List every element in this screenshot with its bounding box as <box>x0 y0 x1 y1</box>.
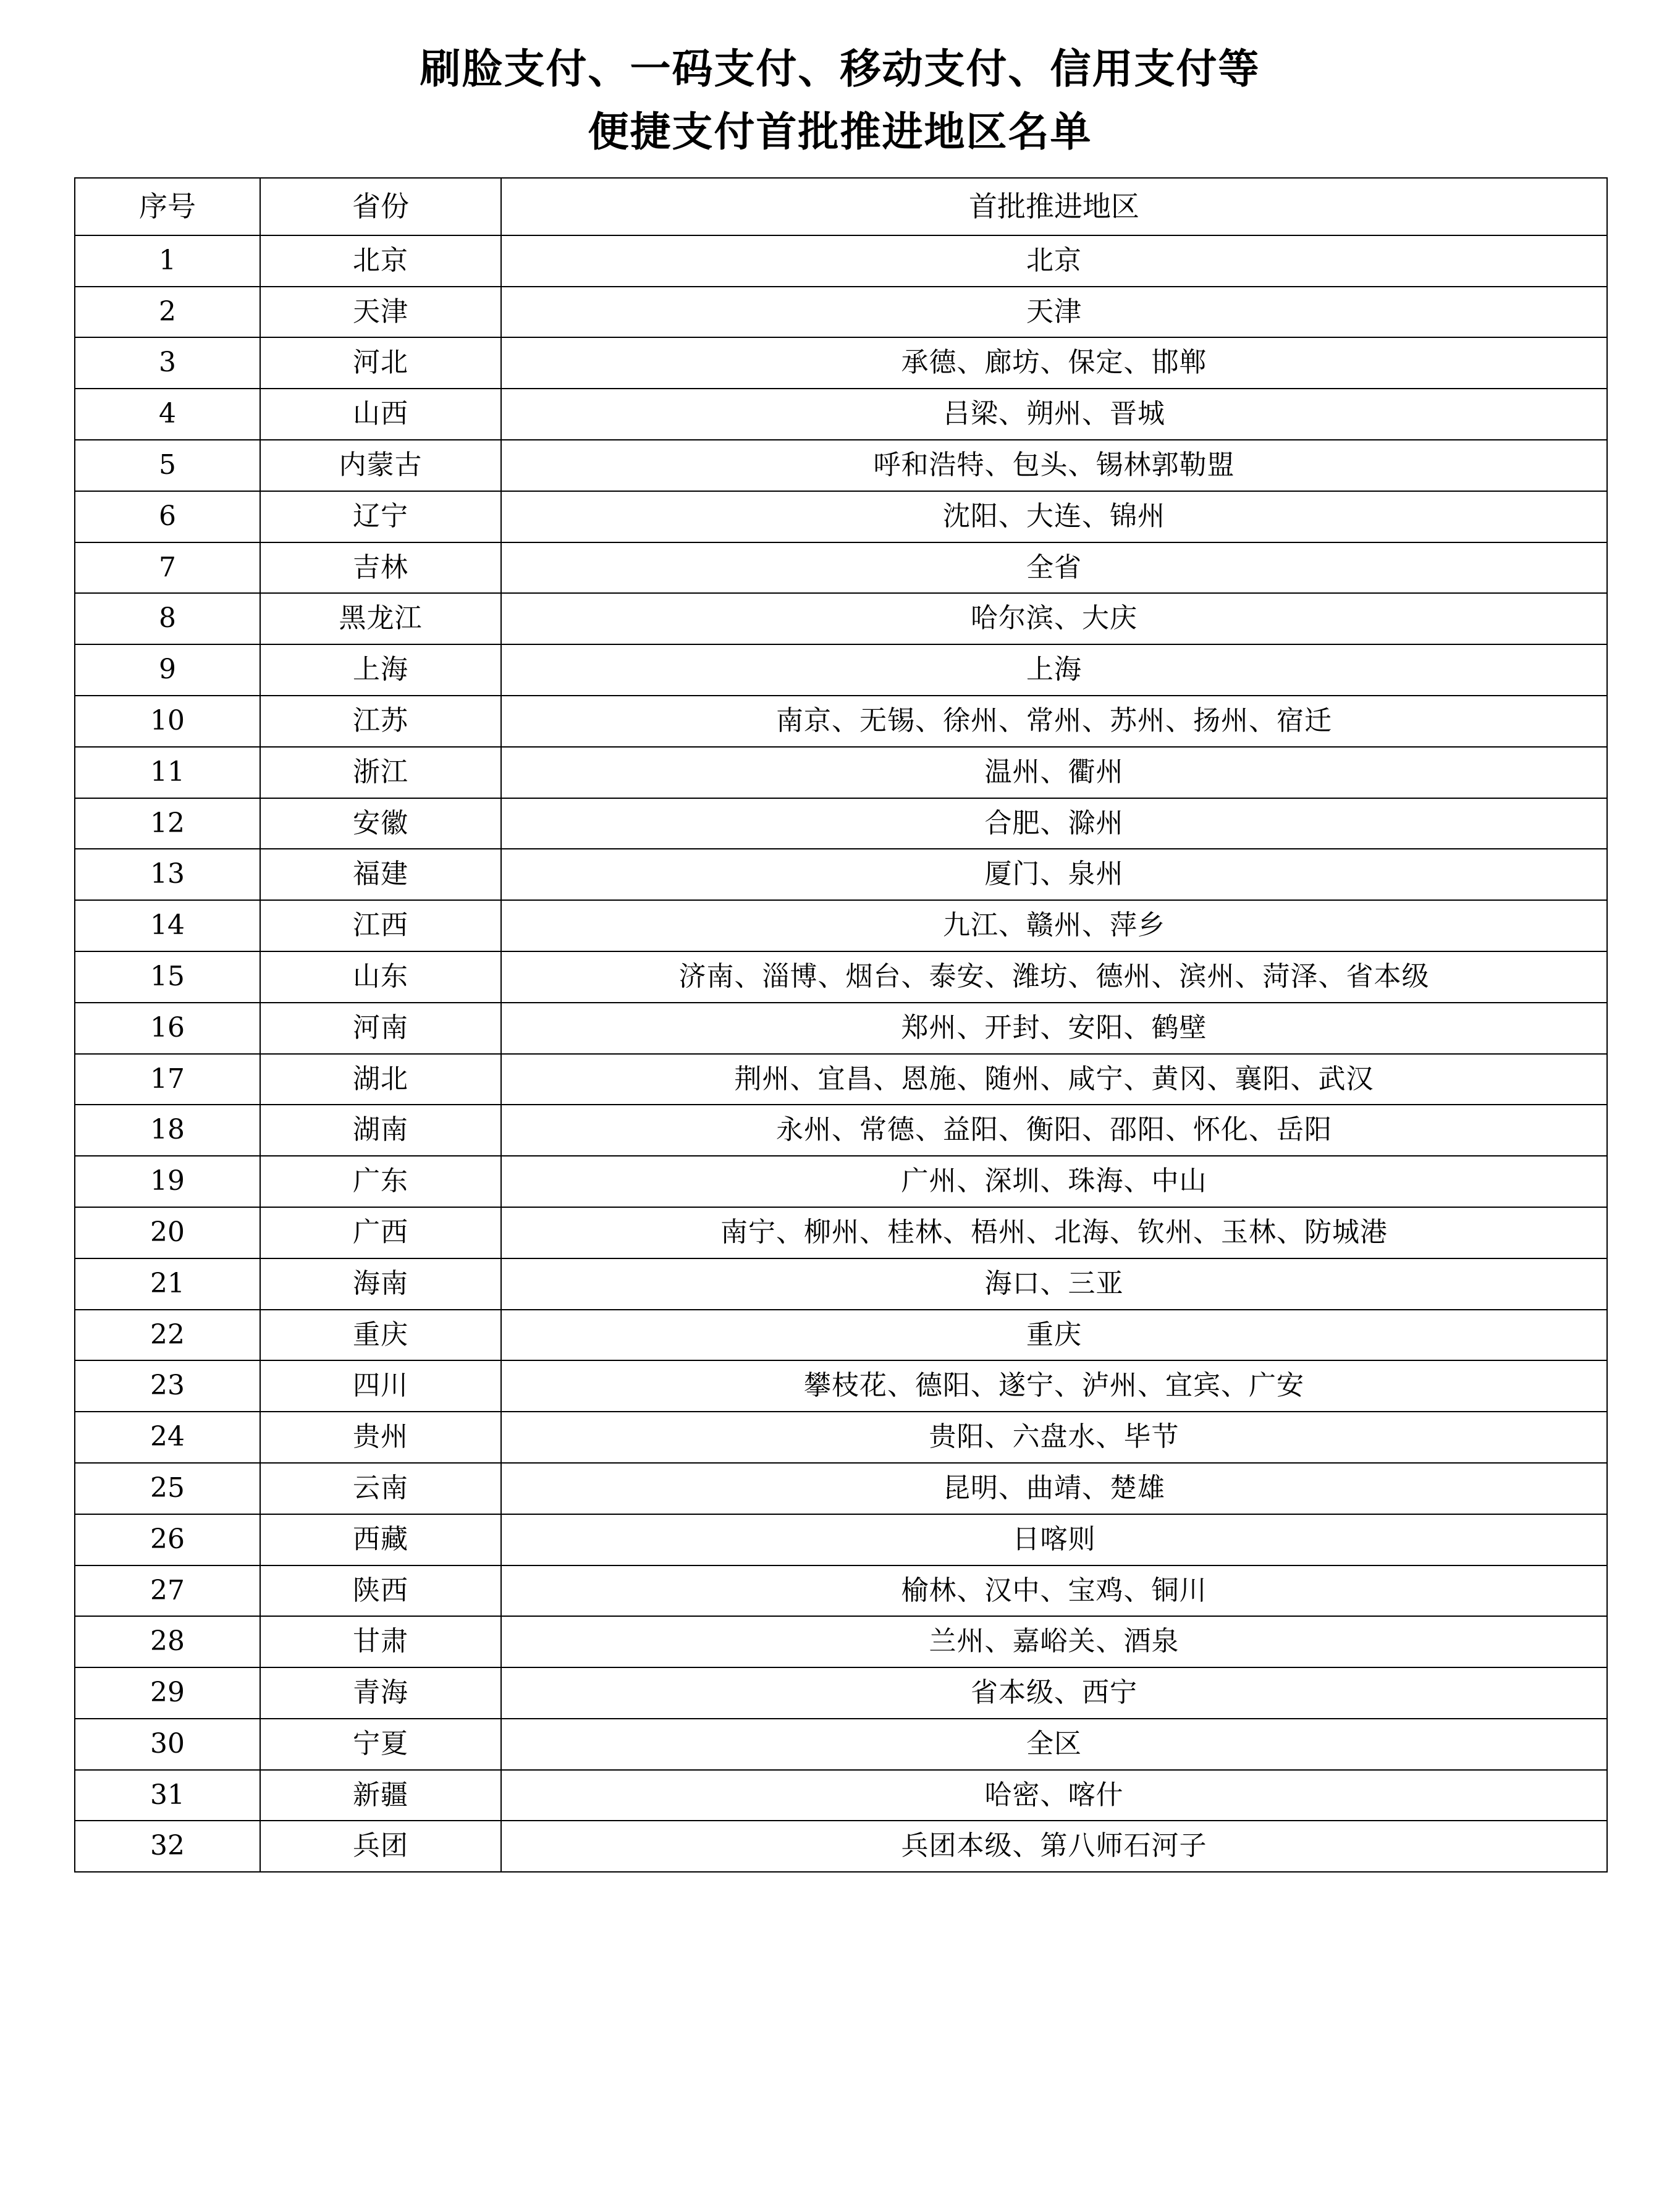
cell-index: 31 <box>75 1770 260 1821</box>
cell-areas: 荆州、宜昌、恩施、随州、咸宁、黄冈、襄阳、武汉 <box>501 1054 1607 1105</box>
cell-areas: 沈阳、大连、锦州 <box>501 491 1607 542</box>
table-row <box>75 593 1607 644</box>
cell-province: 云南 <box>260 1463 501 1514</box>
cell-province: 河南 <box>260 1003 501 1054</box>
table-row <box>75 1258 1607 1310</box>
cell-areas: 昆明、曲靖、楚雄 <box>501 1463 1607 1514</box>
cell-areas: 永州、常德、益阳、衡阳、邵阳、怀化、岳阳 <box>501 1105 1607 1156</box>
cell-areas: 天津 <box>501 287 1607 338</box>
table-row <box>75 900 1607 951</box>
table-row <box>75 1360 1607 1412</box>
table-row <box>75 389 1607 440</box>
cell-areas: 温州、衢州 <box>501 747 1607 798</box>
cell-areas: 榆林、汉中、宝鸡、铜川 <box>501 1565 1607 1617</box>
cell-province: 贵州 <box>260 1412 501 1463</box>
cell-index: 15 <box>75 951 260 1003</box>
table-row <box>75 1616 1607 1667</box>
cell-province: 甘肃 <box>260 1616 501 1667</box>
cell-province: 西藏 <box>260 1514 501 1565</box>
cell-index: 9 <box>75 644 260 696</box>
cell-index: 24 <box>75 1412 260 1463</box>
cell-province: 内蒙古 <box>260 440 501 491</box>
cell-areas: 日喀则 <box>501 1514 1607 1565</box>
cell-province: 广西 <box>260 1207 501 1258</box>
cell-areas: 重庆 <box>501 1310 1607 1361</box>
cell-province: 天津 <box>260 287 501 338</box>
cell-areas: 合肥、滁州 <box>501 798 1607 849</box>
page-title-line-2: 便捷支付首批推进地区名单 <box>588 107 1092 156</box>
cell-index: 28 <box>75 1616 260 1667</box>
cell-areas: 贵阳、六盘水、毕节 <box>501 1412 1607 1463</box>
table-row <box>75 1310 1607 1361</box>
table-row <box>75 1770 1607 1821</box>
cell-index: 30 <box>75 1719 260 1770</box>
cell-province: 安徽 <box>260 798 501 849</box>
cell-areas: 省本级、西宁 <box>501 1667 1607 1719</box>
table-row <box>75 1719 1607 1770</box>
cell-areas: 兵团本级、第八师石河子 <box>501 1821 1607 1872</box>
cell-province: 青海 <box>260 1667 501 1719</box>
cell-province: 湖北 <box>260 1054 501 1105</box>
cell-index: 7 <box>75 542 260 594</box>
cell-index: 2 <box>75 287 260 338</box>
cell-index: 11 <box>75 747 260 798</box>
cell-province: 海南 <box>260 1258 501 1310</box>
cell-province: 陕西 <box>260 1565 501 1617</box>
cell-areas: 北京 <box>501 235 1607 287</box>
cell-province: 江苏 <box>260 696 501 747</box>
table-row <box>75 440 1607 491</box>
cell-province: 黑龙江 <box>260 593 501 644</box>
cell-index: 13 <box>75 849 260 900</box>
table-row <box>75 1054 1607 1105</box>
cell-index: 4 <box>75 389 260 440</box>
cell-areas: 吕梁、朔州、晋城 <box>501 389 1607 440</box>
cell-index: 18 <box>75 1105 260 1156</box>
table-row <box>75 1821 1607 1872</box>
cell-province: 河北 <box>260 337 501 389</box>
cell-index: 12 <box>75 798 260 849</box>
cell-province: 宁夏 <box>260 1719 501 1770</box>
table-row <box>75 644 1607 696</box>
cell-index: 22 <box>75 1310 260 1361</box>
table-row <box>75 542 1607 594</box>
table-header <box>75 178 1607 235</box>
pilot-regions-table <box>74 177 1608 1873</box>
table-body <box>75 235 1607 1873</box>
table-row <box>75 1514 1607 1565</box>
cell-index: 25 <box>75 1463 260 1514</box>
table-row <box>75 1207 1607 1258</box>
table-row <box>75 747 1607 798</box>
cell-index: 14 <box>75 900 260 951</box>
table-row <box>75 337 1607 389</box>
cell-areas: 兰州、嘉峪关、酒泉 <box>501 1616 1607 1667</box>
cell-province: 北京 <box>260 235 501 287</box>
cell-index: 6 <box>75 491 260 542</box>
cell-index: 16 <box>75 1003 260 1054</box>
table-header-row <box>75 178 1607 235</box>
cell-areas: 哈尔滨、大庆 <box>501 593 1607 644</box>
cell-province: 福建 <box>260 849 501 900</box>
cell-index: 27 <box>75 1565 260 1617</box>
cell-province: 新疆 <box>260 1770 501 1821</box>
cell-index: 17 <box>75 1054 260 1105</box>
cell-province: 广东 <box>260 1156 501 1207</box>
table-row <box>75 1156 1607 1207</box>
cell-province: 兵团 <box>260 1821 501 1872</box>
table-row <box>75 287 1607 338</box>
cell-index: 20 <box>75 1207 260 1258</box>
cell-areas: 海口、三亚 <box>501 1258 1607 1310</box>
cell-index: 23 <box>75 1360 260 1412</box>
cell-areas: 厦门、泉州 <box>501 849 1607 900</box>
cell-areas: 全区 <box>501 1719 1607 1770</box>
column-header-province: 省份 <box>260 178 501 235</box>
cell-areas: 承德、廊坊、保定、邯郸 <box>501 337 1607 389</box>
cell-areas: 广州、深圳、珠海、中山 <box>501 1156 1607 1207</box>
cell-areas: 南京、无锡、徐州、常州、苏州、扬州、宿迁 <box>501 696 1607 747</box>
column-header-index: 序号 <box>75 178 260 235</box>
table-row <box>75 491 1607 542</box>
table-row <box>75 696 1607 747</box>
cell-province: 吉林 <box>260 542 501 594</box>
cell-index: 5 <box>75 440 260 491</box>
cell-province: 山东 <box>260 951 501 1003</box>
cell-index: 8 <box>75 593 260 644</box>
table-row <box>75 1565 1607 1617</box>
table-row <box>75 1463 1607 1514</box>
cell-province: 重庆 <box>260 1310 501 1361</box>
cell-province: 上海 <box>260 644 501 696</box>
table-row <box>75 849 1607 900</box>
cell-areas: 南宁、柳州、桂林、梧州、北海、钦州、玉林、防城港 <box>501 1207 1607 1258</box>
table-row <box>75 1105 1607 1156</box>
cell-province: 辽宁 <box>260 491 501 542</box>
table-row <box>75 235 1607 287</box>
column-header-areas: 首批推进地区 <box>501 178 1607 235</box>
cell-province: 江西 <box>260 900 501 951</box>
cell-index: 3 <box>75 337 260 389</box>
table-row <box>75 798 1607 849</box>
table-row <box>75 951 1607 1003</box>
cell-areas: 济南、淄博、烟台、泰安、潍坊、德州、滨州、菏泽、省本级 <box>501 951 1607 1003</box>
page-title <box>74 37 1606 164</box>
cell-province: 湖南 <box>260 1105 501 1156</box>
cell-index: 19 <box>75 1156 260 1207</box>
cell-areas: 哈密、喀什 <box>501 1770 1607 1821</box>
cell-index: 32 <box>75 1821 260 1872</box>
cell-index: 29 <box>75 1667 260 1719</box>
table-row <box>75 1412 1607 1463</box>
table-row <box>75 1667 1607 1719</box>
cell-areas: 呼和浩特、包头、锡林郭勒盟 <box>501 440 1607 491</box>
table-row <box>75 1003 1607 1054</box>
cell-province: 山西 <box>260 389 501 440</box>
page-title-line-1: 刷脸支付、一码支付、移动支付、信用支付等 <box>420 44 1260 93</box>
cell-index: 10 <box>75 696 260 747</box>
cell-areas: 郑州、开封、安阳、鹤壁 <box>501 1003 1607 1054</box>
cell-areas: 攀枝花、德阳、遂宁、泸州、宜宾、广安 <box>501 1360 1607 1412</box>
cell-index: 1 <box>75 235 260 287</box>
cell-areas: 全省 <box>501 542 1607 594</box>
cell-index: 21 <box>75 1258 260 1310</box>
cell-province: 四川 <box>260 1360 501 1412</box>
cell-areas: 上海 <box>501 644 1607 696</box>
cell-areas: 九江、赣州、萍乡 <box>501 900 1607 951</box>
cell-province: 浙江 <box>260 747 501 798</box>
cell-index: 26 <box>75 1514 260 1565</box>
